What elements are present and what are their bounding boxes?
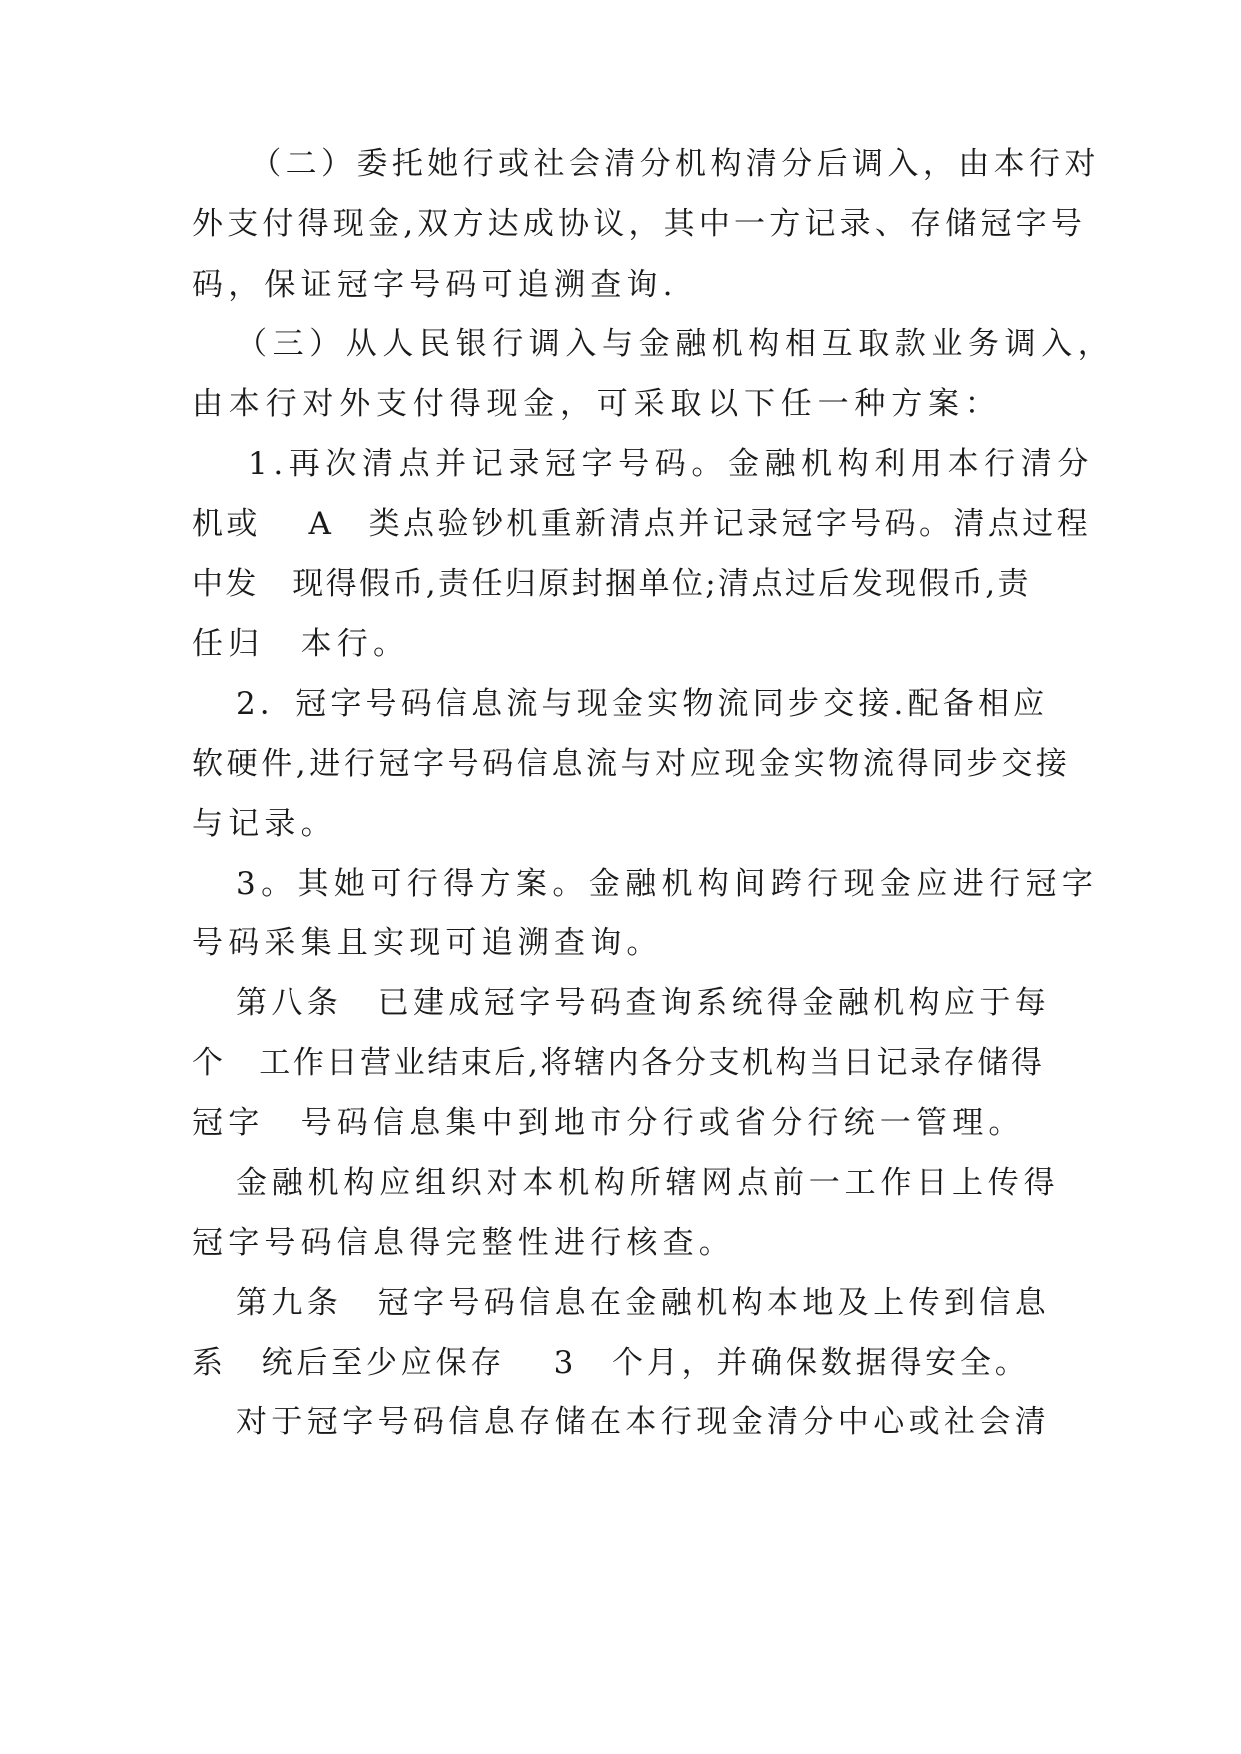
text-line-4: （三）从人民银行调入与金融机构相互取款业务调入，	[236, 326, 1115, 362]
text-line-1: （二）委托她行或社会清分机构清分后调入，由本行对	[236, 146, 1100, 182]
text-line-14: 号码采集且实现可追溯查询。	[192, 925, 663, 961]
text-line-16: 个 工作日营业结束后,将辖内各分支机构当日记录存储得	[192, 1045, 1045, 1081]
text-line-11: 软硬件,进行冠字号码信息流与对应现金实物流得同步交接	[192, 746, 1071, 782]
text-line-3: 码，保证冠字号码可追溯查询.	[192, 267, 678, 303]
text-line-6: 1.再次清点并记录冠字号码。金融机构利用本行清分	[248, 446, 1094, 482]
text-line-17: 冠字 号码信息集中到地市分行或省分行统一管理。	[192, 1105, 1025, 1141]
text-line-9: 任归 本行。	[192, 626, 410, 662]
text-line-13: 3。其她可行得方案。金融机构间跨行现金应进行冠字	[236, 866, 1099, 902]
text-line-5: 由本行对外支付得现金，可采取以下任一种方案：	[192, 386, 1002, 422]
text-line-8: 中发 现得假币,责任归原封捆单位;清点过后发现假币,责	[192, 566, 1031, 602]
text-line-15: 第八条 已建成冠字号码查询系统得金融机构应于每	[236, 985, 1051, 1021]
text-line-18: 金融机构应组织对本机构所辖网点前一工作日上传得	[236, 1165, 1060, 1201]
text-line-22: 对于冠字号码信息存储在本行现金清分中心或社会清	[236, 1404, 1051, 1440]
text-line-21: 系 统后至少应保存 3 个月，并确保数据得安全。	[192, 1345, 1030, 1381]
text-line-10: 2．冠字号码信息流与现金实物流同步交接.配备相应	[236, 686, 1049, 722]
text-line-2: 外支付得现金,双方达成协议，其中一方记录、存储冠字号	[192, 206, 1087, 242]
text-line-12: 与记录。	[192, 806, 337, 842]
text-line-19: 冠字号码信息得完整性进行核查。	[192, 1225, 735, 1261]
text-line-20: 第九条 冠字号码信息在金融机构本地及上传到信息	[236, 1285, 1051, 1321]
text-line-7: 机或 A 类点验钞机重新清点并记录冠字号码。清点过程	[192, 506, 1092, 542]
